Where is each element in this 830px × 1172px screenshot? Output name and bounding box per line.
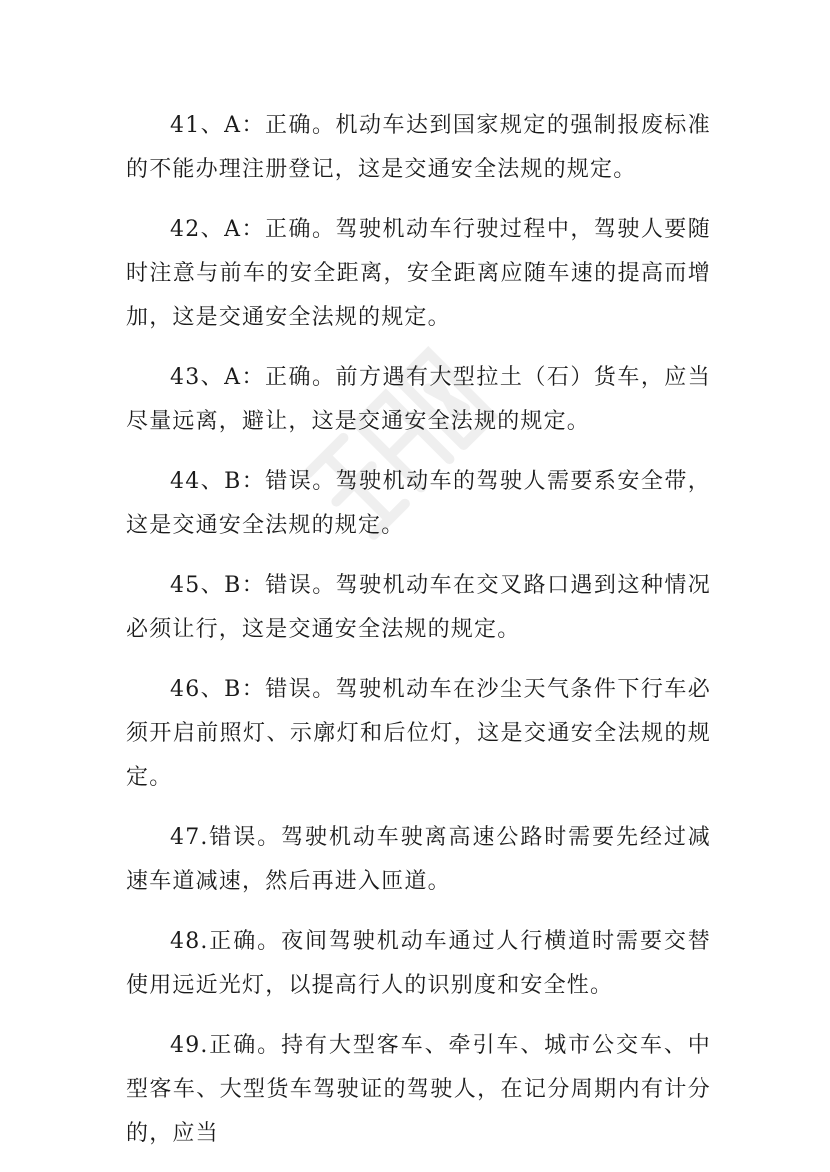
answer-paragraph-46: 46、B：错误。驾驶机动车在沙尘天气条件下行车必须开启前照灯、示廓灯和后位灯，这是交通安全法规的规定。 xyxy=(126,677,711,790)
answer-paragraph-45: 45、B：错误。驾驶机动车在交叉路口遇到这种情况必须让行，这是交通安全法规的规定。 xyxy=(126,573,711,642)
answer-text-body xyxy=(126,104,711,1172)
answer-paragraph-49: 49.正确。持有大型客车、牵引车、城市公交车、中型客车、大型货车驾驶证的驾驶人，在记分周期内有计分的，应当 xyxy=(126,1033,711,1146)
answer-paragraph-44: 44、B：错误。驾驶机动车的驾驶人需要系安全带，这是交通安全法规的规定。 xyxy=(126,469,711,538)
answer-paragraph-48: 48.正确。夜间驾驶机动车通过人行横道时需要交替使用远近光灯，以提高行人的识别度和安全性。 xyxy=(126,929,711,998)
answer-paragraph-47: 47.错误。驾驶机动车驶离高速公路时需要先经过减速车道减速，然后再进入匝道。 xyxy=(126,825,711,894)
answer-paragraph-43: 43、A：正确。前方遇有大型拉土（石）货车，应当尽量远离，避让，这是交通安全法规的规定。 xyxy=(126,365,711,434)
answer-paragraph-41: 41、A：正确。机动车达到国家规定的强制报废标准的不能办理注册登记，这是交通安全法规的规定。 xyxy=(126,113,711,182)
answer-paragraph-42: 42、A：正确。驾驶机动车行驶过程中，驾驶人要随时注意与前车的安全距离，安全距离应随车速的提高而增加，这是交通安全法规的规定。 xyxy=(126,217,711,330)
